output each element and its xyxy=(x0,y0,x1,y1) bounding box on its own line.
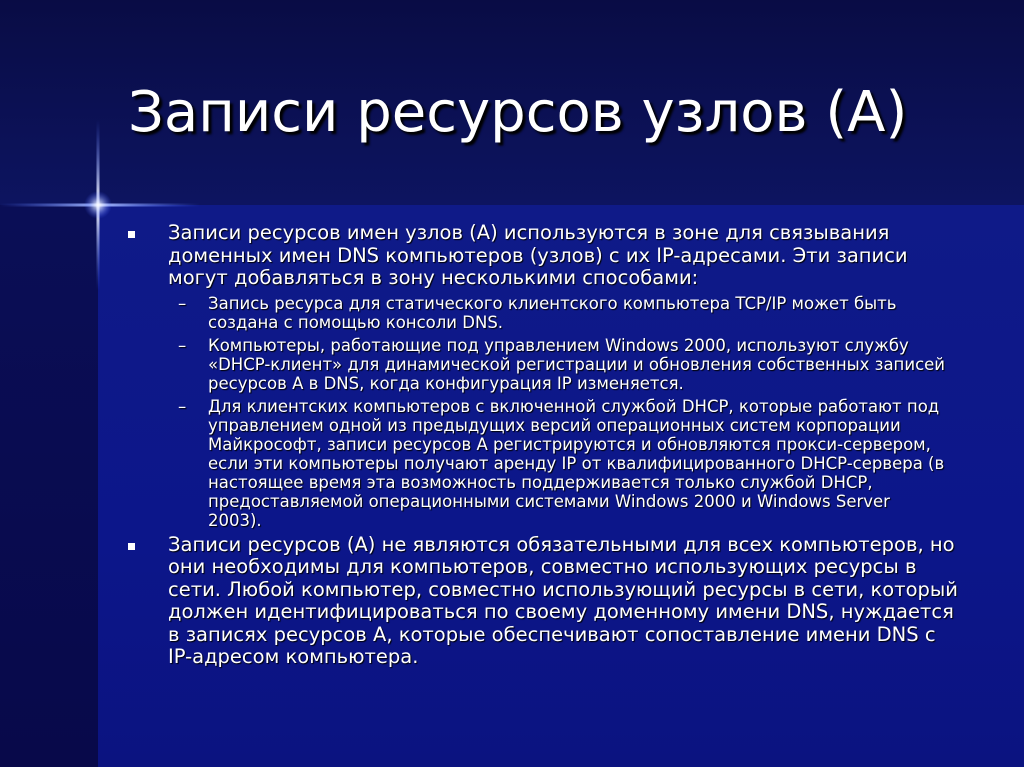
bullet-list xyxy=(124,222,984,669)
sub-bullet-item xyxy=(168,294,984,332)
bullet-text: Записи ресурсов (А) не являются обязательными для всех компьютеров, но они необходимы для компьютеров, совместно использующих ресурсы в сети. Любой компьютер, совместно использующий ресурсы в сети, который должен идентифицироваться по своему доменному имени DNS, нуждается в записях ресурсов А, которые обеспечивают сопоставление имени DNS с IP-адресом компьютера. xyxy=(168,532,958,668)
slide-title: Записи ресурсов узлов (А) xyxy=(128,80,908,145)
bullet-item xyxy=(124,222,984,530)
sub-bullet-item xyxy=(168,336,984,393)
sub-bullet-text: Компьютеры, работающие под управлением Windows 2000, используют службу «DHCP-клиент» для динамической регистрации и обновления собственных записей ресурсов А в DNS, когда конфигурация IP изменяется. xyxy=(208,335,946,393)
sub-bullet-item xyxy=(168,397,984,530)
dash-icon: – xyxy=(178,335,187,355)
square-bullet-icon xyxy=(128,543,135,550)
square-bullet-icon xyxy=(128,231,135,238)
dash-icon: – xyxy=(178,396,187,416)
bullet-text: Записи ресурсов имен узлов (А) используются в зоне для связывания доменных имен DNS компьютеров (узлов) с их IP-адресами. Эти записи могут добавляться в зону несколькими способами: xyxy=(168,221,908,289)
dash-icon: – xyxy=(178,293,187,313)
slide-left-band xyxy=(0,205,98,767)
sub-bullet-list xyxy=(168,294,984,530)
sub-bullet-text: Для клиентских компьютеров с включенной службой DHCP, которые работают под управлением одной из предыдущих версий операционных систем корпорации Майкрософт, записи ресурсов А регистрируются и обновляются прокси-сервером, если эти компьютеры получают аренду IP от квалифицированного DHCP-сервера (в настоящее время эта возможность поддерживается только службой DHCP, предоставляемой операционными системами Windows 2000 и Windows Server 2003). xyxy=(208,396,945,530)
sub-bullet-text: Запись ресурса для статического клиентского компьютера TCP/IP может быть создана с помощью консоли DNS. xyxy=(208,293,897,332)
bullet-item xyxy=(124,534,984,669)
